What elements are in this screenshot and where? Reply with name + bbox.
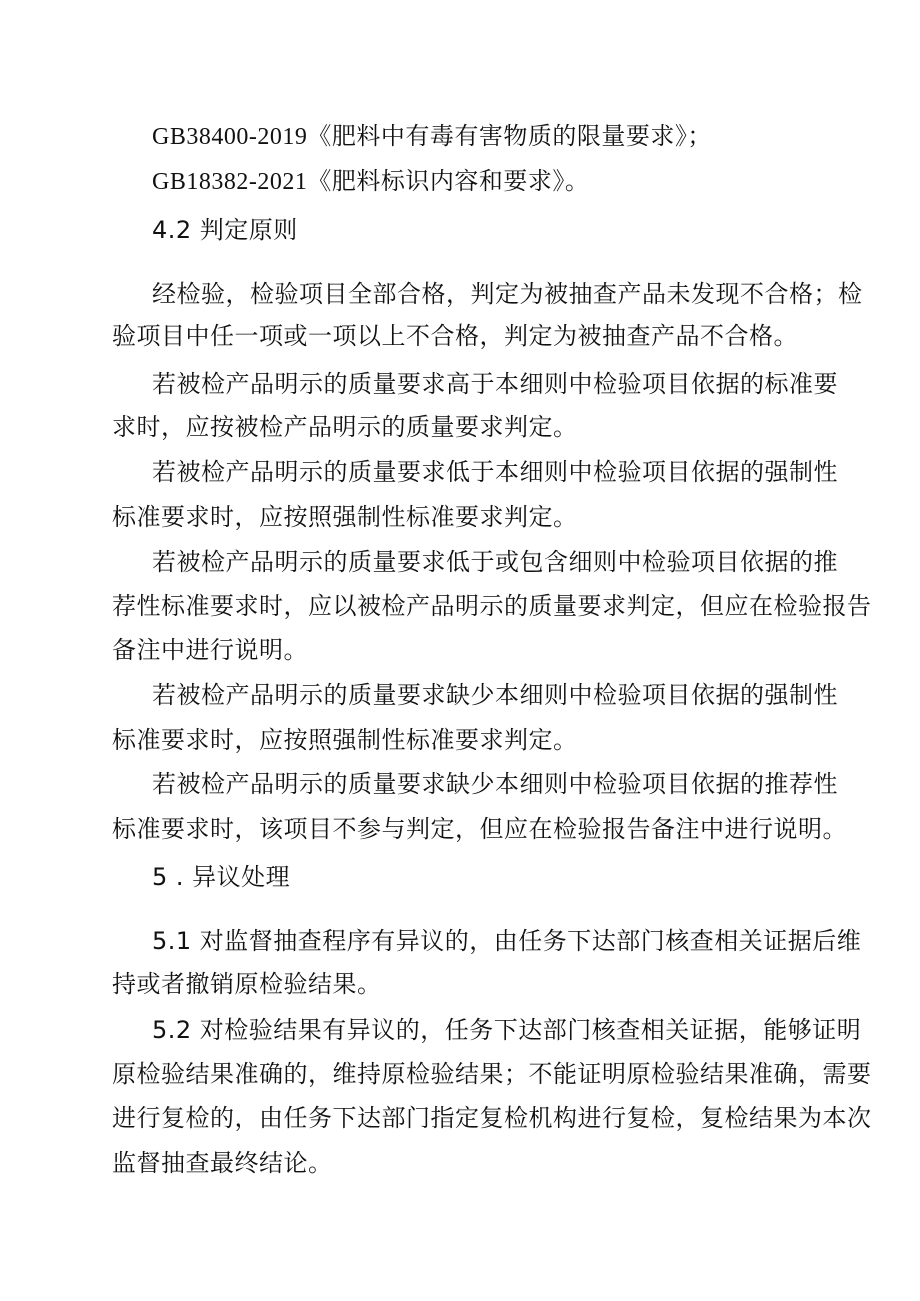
paragraph-line: 原检验结果准确的，维持原检验结果；不能证明原检验结果准确，需要 (112, 1060, 872, 1088)
paragraph-line: 经检验，检验项目全部合格，判定为被抽查产品未发现不合格；检 (152, 280, 863, 308)
paragraph-line: 5.2 对检验结果有异议的，任务下达部门核查相关证据，能够证明 (152, 1016, 862, 1044)
paragraph-line: 若被检产品明示的质量要求高于本细则中检验项目依据的标准要 (152, 370, 838, 398)
standard-reference-gb38400: GB38400-2019《肥料中有毒有害物质的限量要求》； (152, 124, 712, 150)
paragraph-line: 若被检产品明示的质量要求低于或包含细则中检验项目依据的推 (152, 548, 838, 576)
paragraph-line: 5.1 对监督抽查程序有异议的，由任务下达部门核查相关证据后维 (152, 927, 862, 955)
section-heading-5: 5 . 异议处理 (152, 863, 291, 891)
paragraph-line: 求时，应按被检产品明示的质量要求判定。 (112, 413, 578, 441)
section-heading-4-2: 4.2 判定原则 (152, 216, 298, 244)
paragraph-line: 标准要求时，应按照强制性标准要求判定。 (112, 503, 578, 531)
standard-reference-gb18382: GB18382-2021《肥料标识内容和要求》。 (152, 169, 590, 195)
paragraph-line: 进行复检的，由任务下达部门指定复检机构进行复检，复检结果为本次 (112, 1104, 872, 1132)
paragraph-line: 持或者撤销原检验结果。 (112, 970, 382, 998)
paragraph-line: 标准要求时，应按照强制性标准要求判定。 (112, 726, 578, 754)
paragraph-line: 标准要求时，该项目不参与判定，但应在检验报告备注中进行说明。 (112, 815, 847, 843)
paragraph-line: 若被检产品明示的质量要求缺少本细则中检验项目依据的强制性 (152, 681, 838, 709)
paragraph-line: 验项目中任一项或一项以上不合格，判定为被抽查产品不合格。 (112, 322, 798, 350)
paragraph-line: 荐性标准要求时，应以被检产品明示的质量要求判定，但应在检验报告 (112, 592, 872, 620)
paragraph-line: 若被检产品明示的质量要求低于本细则中检验项目依据的强制性 (152, 458, 838, 486)
paragraph-line: 监督抽查最终结论。 (112, 1149, 333, 1177)
paragraph-line: 备注中进行说明。 (112, 636, 308, 664)
paragraph-line: 若被检产品明示的质量要求缺少本细则中检验项目依据的推荐性 (152, 770, 838, 798)
